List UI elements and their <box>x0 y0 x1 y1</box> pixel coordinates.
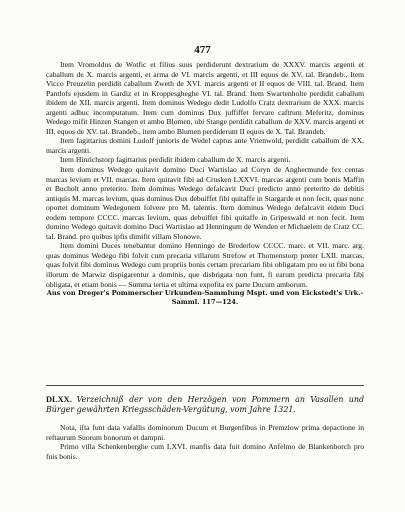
paragraph: Item dominus Wedego quitavit domino Duci Wartislao ad Coryn de Anghermunde fex centas marcas levium et VII. marcas. Item quitavit fibi ad Crusken LXXVI. marcas argenti cum bonis Maffin et Bucholt anno preterito. Item dominus Wedego defalcavit Duci predicto anno preterito de debitis antiquis M. marcas levium, quas dominus Dux debuiffet fibi quitaffe in Stargarde et non fecit, quas nunc oportet dominum Wedegonem folvere pro M. talentis. Item dominus Wedego defalcavit eidem Duci eodem tempore CCCC. marcas levium, quas debuiffet fibi quitaffe in Gripeswald et non fecit. Item domino Wedego quitavit domino Duci Wartislao ad Henningum de Wenden et Michaelem de Cratz CC. tal. Brand. pro quibus ipfis dimifit villam Slonowe. <box>46 165 364 241</box>
document-heading <box>46 395 364 415</box>
paragraph: Item Hinrichstorp fagittarius perdidit ibidem caballum de X. marcis argenti. <box>60 155 291 165</box>
source-citation: Aus von Dreger's Pommerscher Urkunden-Sammlung Mspt. und von Eickstedt's Urk.-Samml. 117—124. <box>46 289 364 306</box>
paragraph: Primo villa Schenkenberghe cum LXVI. manfis data fuit domino Anfelmo de Blankenborch pro fuis bonis. <box>46 442 364 461</box>
document-number: DLXX. <box>46 395 72 404</box>
section-divider <box>46 385 364 386</box>
page-number: 477 <box>194 44 211 56</box>
document-text <box>46 423 364 461</box>
paragraph: Item fagittarius domini Ludolf junioris de Wedel captus ante Vrienwold, perdidit caballum de XX. marcis argenti. <box>46 136 364 155</box>
document-title: Verzeichniß der von den Herzögen von Pommern an Vasallen und Bürger gewährten Kriegsschäden-Vergütung, vom Jahre 1321. <box>46 395 364 415</box>
paragraph: Item domini Duces tenebantur domino Henningo de Brederlow CCCC. marc. et VII. marc. arg. quas dominus Wedego fibi folvit cum precaria villarum Strefow et Thomenstorp preter LXII. marcas, quas folvit fibi dominus Wedego cum propriis bonis certam precariam fibi obligatam pro eo ut fibi bona illorum de Marwiz dispigarentur a dominis, que disbrigata non funt, fi earum predicta precaria fibi obligata, et etiam bonis — Summa tertia et ultima expofita ex parte Ducum amborum. <box>46 241 364 289</box>
paragraph: Nota, ifta funt data vafallis dominorum Ducum et Burgenfibus in Premzlow prima depactione in reftaurum Suorum bonorum et dampni. <box>46 423 364 442</box>
paragraph: Item Vromoldus de Wotfic et filius suus perdiderunt dextrarium de XXXV. marcis argenti et caballum de X. marcis argenti, et arma de VI. marcis argenti, et III equos de XV. tal. Brandeb., Item Vicco Preuzelin perdidit caballum Zweth de XVI. marcis argenti et II equos de VIII. tal. Brand. Item Pantlofs ejusdem in Gardiz et in Kroppesgheghe VI. tal. Brand. Item Swartenholte perdidit caballum ibidem de XII. marcis argenti. Item dominus Wedego dedit Ludolfo Cratz dextrarium de XXX. marcis argenti adhuc incomputatum. Item cum dominus Dux juffiffet fervare caftrum Meferitz, dominus Wedego mifit Hinzen Stangen et ambo Blomen, ubi Stange perdidit caballum de XXV. marcis argenti et III. equos de XV. tal. Brandeb., item ambo Blumen perdiderunt II equos de X. Tal. Brandeb. <box>46 60 364 136</box>
main-text <box>46 60 364 306</box>
